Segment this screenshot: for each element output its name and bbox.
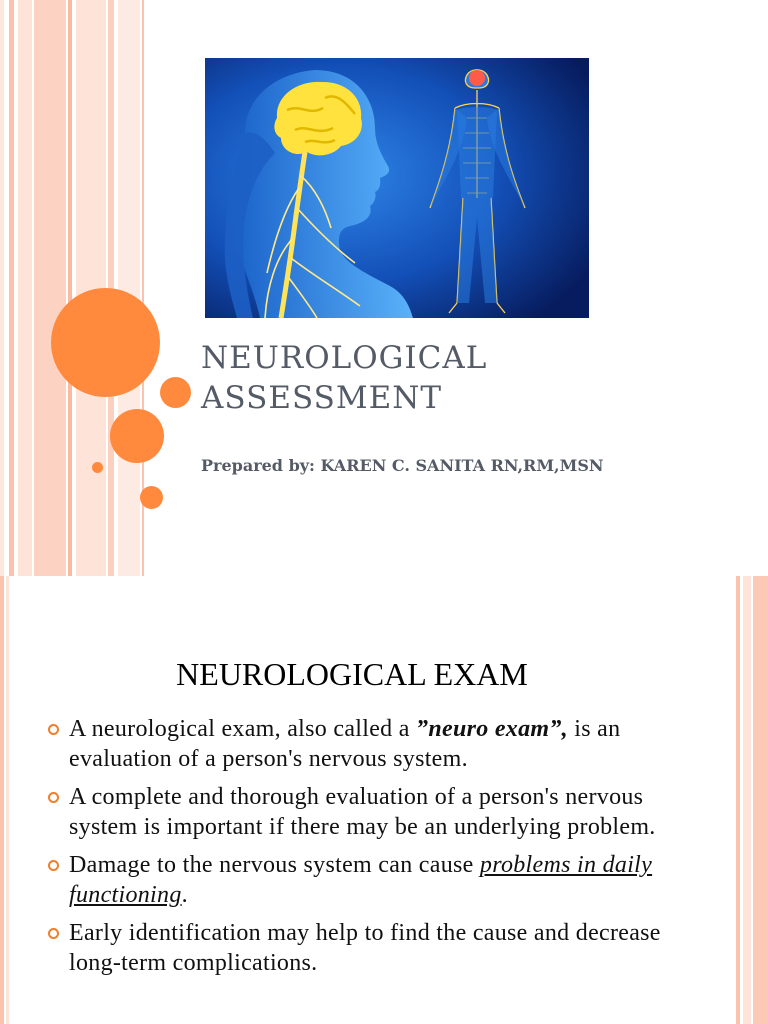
list-item [48,714,668,774]
decorative-circle [110,409,164,463]
bullet-list [48,714,668,986]
decorative-stripe [0,0,4,576]
decorative-circle [160,377,191,408]
bullet-emphasis: ”neuro exam”, [416,716,568,742]
decorative-stripe [9,0,14,576]
decorative-stripe [753,576,768,1024]
decorative-stripe [118,0,140,576]
list-item [48,850,668,910]
bullet-icon [48,928,59,939]
title-line-2: ASSESSMENT [201,380,443,416]
content-slide [0,576,768,1024]
nervous-system-illustration [205,58,589,318]
decorative-circle [92,462,103,473]
decorative-stripe [18,0,32,576]
decorative-circle [140,486,163,509]
title-line-1: NEUROLOGICAL [201,340,488,376]
decorative-stripe [68,0,72,576]
slide-title [201,338,487,418]
decorative-stripe [0,576,4,1024]
decorative-stripe [6,576,9,1024]
list-item [48,918,668,978]
bullet-icon [48,724,59,735]
bullet-text: Early identification may help to find the cause and decrease long-term complications. [69,920,661,976]
bullet-icon [48,860,59,871]
bullet-icon [48,792,59,803]
slide-heading: NEUROLOGICAL EXAM [176,656,528,692]
decorative-stripe [34,0,66,576]
bullet-text: Damage to the nervous system can cause [69,852,480,878]
presenter-credit: Prepared by: KAREN C. SANITA RN,RM,MSN [201,456,604,475]
decorative-stripe [736,576,740,1024]
list-item [48,782,668,842]
bullet-text: . [181,882,188,908]
decorative-circle [51,288,160,397]
bullet-text: A neurological exam, also called a [69,716,417,742]
bullet-text: is an evaluation of a person's nervous system. [69,716,621,772]
decorative-stripe [743,576,751,1024]
bullet-text: A complete and thorough evaluation of a person's nervous system is important if there may be an underlying problem. [69,784,656,840]
bullet-emphasis: problems in daily functioning [69,852,653,908]
